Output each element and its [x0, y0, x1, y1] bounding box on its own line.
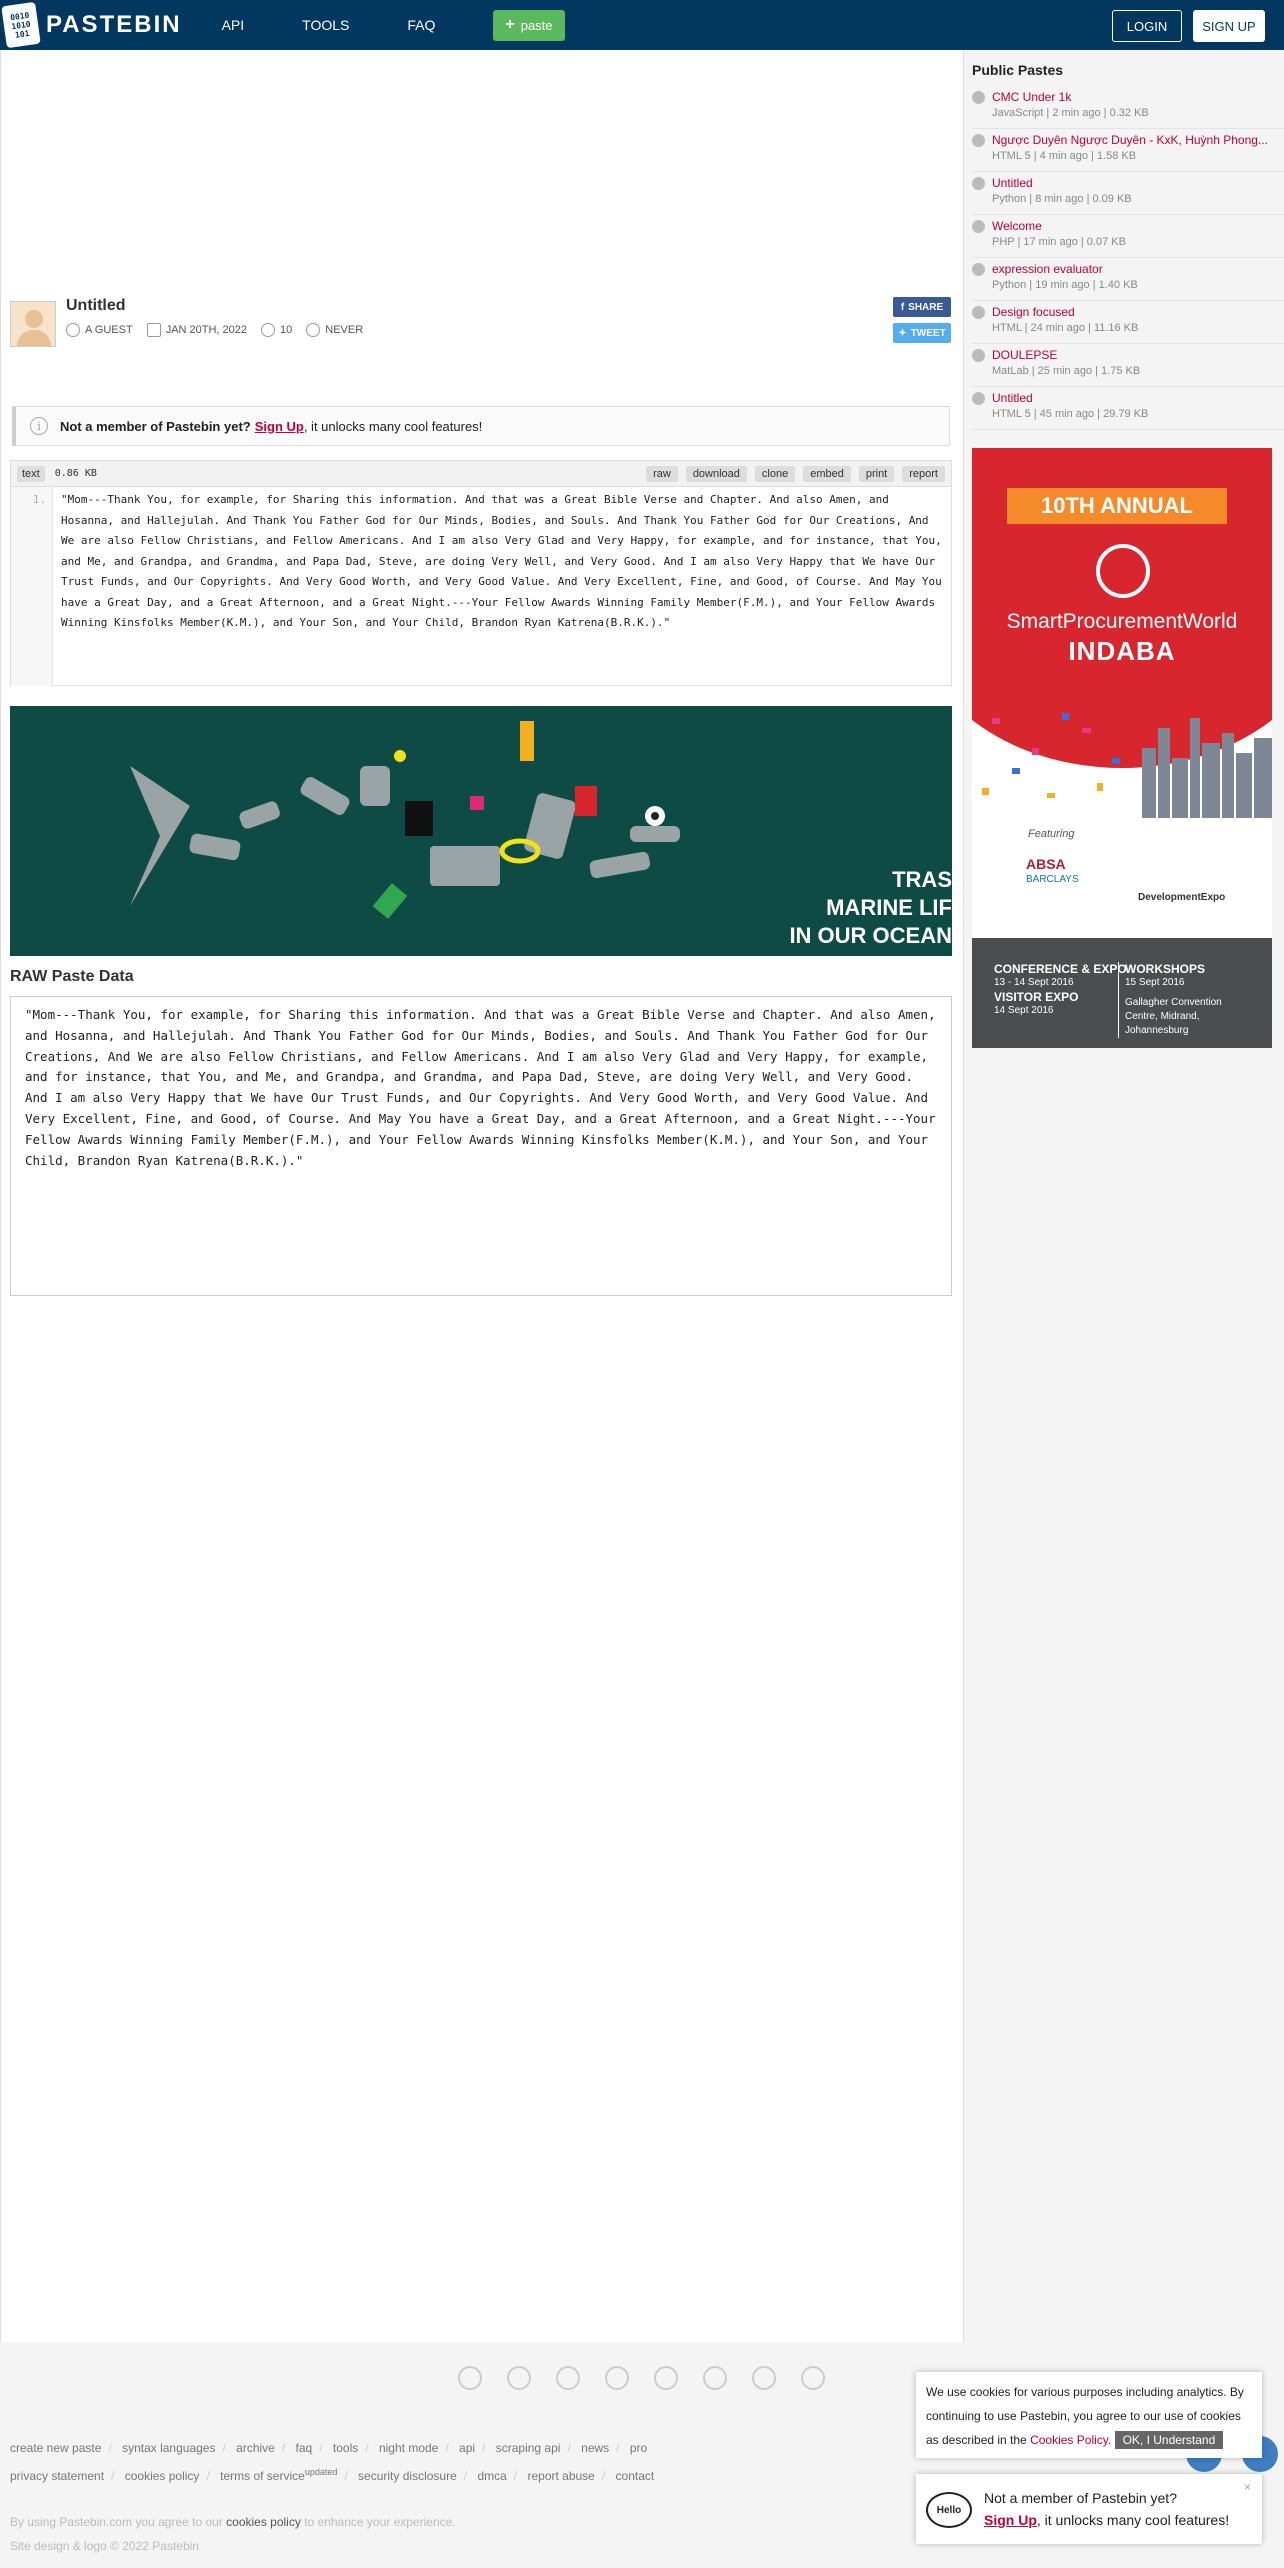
- ad-event-details: [972, 938, 1272, 1048]
- print-button[interactable]: print: [859, 466, 894, 482]
- paste-info: Python | 8 min ago | 0.09 KB: [992, 193, 1132, 205]
- footer-link[interactable]: pro: [629, 2441, 648, 2455]
- raw-data-textarea[interactable]: "Mom---Thank You, for example, for Sharing this information. And that was a Great Bible Verse and Chapter. And also Amen, and Hosanna, and Hallejulah. And Thank You Father God for Our Minds, Bodies, and Souls. And Thank You Father God for Our Creations, And We are also Fellow Christians, and Fellow Americans. And I am also Very Glad and Very Happy, for example, and for instance, that You, and Me, and Grandpa, and Grandma, and Papa Dad, Steve, are doing Very Well, and Very Good. And I am also Very Happy that We have Our Trust Funds, and Our Copyrights. And Very Good Worth, and Very Good Value. And Very Excellent, Fine, and Good, of Course. And May You have a Great Day, and a Great Afternoon, and a Great Night.---Your Fellow Awards Winning Family Member(F.M.), and Your Fellow Awards Winning Kinsfolks Member(K.M.), and Your Son, and Your Child, Brandon Ryan Katrena(B.R.K.).": [10, 996, 952, 1296]
- user-icon: [66, 323, 80, 337]
- popup-signup-link[interactable]: Sign Up: [984, 2512, 1037, 2528]
- updated-badge: updated: [304, 2467, 338, 2477]
- alfred-icon[interactable]: [801, 2366, 825, 2390]
- footer-link[interactable]: night mode: [378, 2441, 439, 2455]
- raw-button[interactable]: raw: [646, 466, 678, 482]
- nav-tools[interactable]: TOOLS: [302, 17, 350, 33]
- avatar: [10, 301, 56, 347]
- globe-icon: [972, 91, 985, 104]
- raw-data-title: RAW Paste Data: [10, 968, 134, 985]
- expire-icon: [306, 323, 320, 337]
- footer-note: [10, 2510, 456, 2558]
- logo-icon: [1, 2, 41, 48]
- globe-icon: [972, 306, 985, 319]
- footer-link[interactable]: news: [581, 2441, 610, 2455]
- paste-views: 10: [280, 324, 293, 336]
- paste-info: PHP | 17 min ago | 0.07 KB: [992, 236, 1126, 248]
- footer-link[interactable]: security disclosure: [358, 2469, 457, 2483]
- ad-featuring: Featuring: [1028, 828, 1075, 840]
- list-item[interactable]: [972, 301, 1284, 344]
- note-text: By using Pastebin.com you agree to our: [10, 2515, 223, 2529]
- footer-link[interactable]: dmca: [477, 2469, 507, 2483]
- ad-text: 15 Sept 2016: [1125, 977, 1185, 988]
- ad-annual-ribbon: 10TH ANNUAL: [1007, 488, 1227, 524]
- logo-line: 1010: [10, 19, 32, 31]
- ad-devexpo: DevelopmentExpo: [1138, 892, 1226, 903]
- chrome-icon[interactable]: [458, 2366, 482, 2390]
- paste-link[interactable]: expression evaluator: [992, 262, 1103, 276]
- list-item[interactable]: [972, 172, 1284, 215]
- footer-link[interactable]: contact: [615, 2469, 655, 2483]
- notice-signup-link[interactable]: Sign Up: [254, 418, 304, 434]
- download-button[interactable]: download: [686, 466, 747, 482]
- paste-info: JavaScript | 2 min ago | 0.32 KB: [992, 107, 1149, 119]
- android-icon[interactable]: [654, 2366, 678, 2390]
- cookie-ok-button[interactable]: OK, I Understand: [1115, 2431, 1224, 2449]
- list-item[interactable]: [972, 344, 1284, 387]
- share-label: SHARE: [908, 301, 944, 313]
- globe-icon: [972, 220, 985, 233]
- city-skyline-image: [972, 698, 1272, 818]
- facebook-icon: f: [900, 301, 905, 313]
- clone-button[interactable]: clone: [755, 466, 795, 482]
- embed-button[interactable]: embed: [803, 466, 851, 482]
- ad-event-name: SmartProcurementWorld: [1006, 610, 1238, 633]
- code-body: [11, 487, 951, 686]
- list-item[interactable]: [972, 215, 1284, 258]
- globe-icon: [972, 263, 985, 276]
- tweet-label: TWEET: [910, 327, 946, 339]
- footer-row: create new paste / syntax languages / archive / faq / tools / night mode / api / scraping api / news / pro: [10, 2441, 648, 2455]
- ad-text: Gallagher Convention Centre, Midrand, Johannesburg: [1125, 997, 1222, 1036]
- ad-workshops-col: [1118, 962, 1245, 1038]
- public-pastes-list: [972, 86, 1284, 430]
- copyright: Site design & logo © 2022 Pastebin: [10, 2539, 199, 2553]
- footer-link[interactable]: faq: [295, 2441, 313, 2455]
- avatar-head: [25, 310, 43, 328]
- ad-text: 14 Sept 2016: [994, 1005, 1054, 1016]
- ad-text: CONFERENCE & EXPO: [994, 962, 1127, 976]
- paste-expire: NEVER: [325, 324, 364, 336]
- footer-link[interactable]: archive: [236, 2441, 275, 2455]
- sidebar-ad[interactable]: [972, 448, 1272, 1048]
- ad-text: 13 - 14 Sept 2016: [994, 977, 1074, 988]
- cookie-consent: [916, 2372, 1262, 2458]
- paste-info: MatLab | 25 min ago | 1.75 KB: [992, 365, 1141, 377]
- list-item[interactable]: [972, 258, 1284, 301]
- signup-notice: [12, 406, 950, 446]
- plus-icon: +: [505, 16, 515, 33]
- new-paste-label: paste: [520, 17, 553, 33]
- globe-icon: [972, 349, 985, 362]
- paste-link[interactable]: DOULEPSE: [992, 348, 1058, 362]
- paste-meta: [66, 323, 371, 337]
- sidebar: [966, 50, 1284, 1150]
- globe-icon: [972, 134, 985, 147]
- paste-info: HTML | 24 min ago | 11.16 KB: [992, 322, 1139, 334]
- notice-bold: Not a member of Pastebin yet?: [60, 418, 251, 434]
- globe-icon: [972, 177, 985, 190]
- logo-line: 101: [14, 28, 31, 40]
- paste-link[interactable]: Ngược Duyên Ngược Duyên - KxK, Huỳnh Phong...: [992, 133, 1268, 147]
- app-icons: [458, 2366, 825, 2390]
- close-icon[interactable]: ×: [1244, 2480, 1252, 2494]
- list-item[interactable]: [972, 387, 1284, 430]
- footer-link[interactable]: create new paste: [10, 2441, 102, 2455]
- ad-absa-logo: ABSA: [1026, 856, 1066, 872]
- ad-text: VISITOR EXPO: [994, 990, 1079, 1004]
- soccer-ball-icon: [1096, 544, 1150, 598]
- code-toolbar: [11, 461, 951, 487]
- paste-tools: [646, 466, 945, 482]
- banner-line: IN OUR OCEAN: [789, 923, 952, 948]
- paste-link[interactable]: Untitled: [992, 176, 1033, 190]
- ad-indaba: INDABA: [1068, 636, 1176, 666]
- nav-faq[interactable]: FAQ: [407, 17, 436, 33]
- paste-title: Untitled: [66, 297, 126, 314]
- public-pastes-title: Public Pastes: [972, 62, 1064, 78]
- cookie-text: We use cookies for various purposes including analytics. By continuing to use Pastebin, you agree to our use of cookies as described in the: [926, 2385, 1244, 2447]
- paste-link[interactable]: Welcome: [992, 219, 1042, 233]
- cookies-policy-link[interactable]: cookies policy: [226, 2515, 301, 2529]
- avatar-body: [17, 330, 51, 347]
- main-nav: [222, 10, 565, 41]
- line-number: 1.: [11, 487, 53, 686]
- syntax-badge[interactable]: text: [17, 466, 45, 482]
- login-button[interactable]: LOGIN: [1112, 10, 1182, 42]
- list-item[interactable]: [972, 86, 1284, 129]
- ad-text: WORKSHOPS: [1125, 962, 1206, 976]
- code-viewer: [10, 460, 952, 686]
- footer-link[interactable]: api: [459, 2441, 476, 2455]
- globe-icon: [972, 392, 985, 405]
- footer-link[interactable]: tools: [332, 2441, 359, 2455]
- banner-line: TRAS: [892, 867, 952, 892]
- banner-text: [789, 866, 952, 950]
- logo-line: 0010: [9, 10, 30, 22]
- info-icon: i: [30, 417, 48, 435]
- report-button[interactable]: report: [902, 466, 945, 482]
- popup-title: Not a member of Pastebin yet?: [984, 2490, 1177, 2506]
- paste-info: HTML 5 | 45 min ago | 29.79 KB: [992, 408, 1149, 420]
- note-text: to enhance your experience.: [304, 2515, 456, 2529]
- popup-text: [984, 2512, 1229, 2528]
- paste-link[interactable]: Untitled: [992, 391, 1033, 405]
- paste-author[interactable]: A GUEST: [85, 324, 133, 336]
- eye-icon: [261, 323, 275, 337]
- twitter-share-button[interactable]: [893, 323, 951, 343]
- footer-link[interactable]: terms of service: [220, 2469, 305, 2483]
- nav-api[interactable]: API: [221, 17, 245, 33]
- calendar-icon: [147, 323, 161, 337]
- banner-line: MARINE LIF: [826, 895, 952, 920]
- ad-banner[interactable]: [10, 706, 952, 956]
- footer-link[interactable]: scraping api: [495, 2441, 561, 2455]
- paste-link[interactable]: CMC Under 1k: [992, 90, 1072, 104]
- footer-row: privacy statement / cookies policy / terms of service$^{updated}$ / security disclosure / dmca / report abuse / contact: [10, 2467, 655, 2483]
- top-header: [0, 0, 1284, 50]
- footer-link[interactable]: report abuse: [527, 2469, 595, 2483]
- ad-barclays: BARCLAYS: [1026, 874, 1079, 885]
- footer-links: [10, 2436, 654, 2488]
- hello-bubble-icon: Hello: [926, 2492, 972, 2528]
- ad-conference-col: [994, 962, 1127, 1018]
- logo-text: PASTEBIN: [46, 11, 182, 38]
- new-paste-button[interactable]: [493, 10, 564, 41]
- ios-icon[interactable]: [556, 2366, 580, 2390]
- paste-link[interactable]: Design focused: [992, 305, 1075, 319]
- footer-link[interactable]: cookies policy: [124, 2469, 200, 2483]
- footer-link[interactable]: privacy statement: [10, 2469, 105, 2483]
- twitter-icon: ✦: [898, 327, 907, 339]
- popup-rest: , it unlocks many cool features!: [1036, 2512, 1230, 2528]
- list-item[interactable]: [972, 129, 1284, 172]
- signup-button[interactable]: SIGN UP: [1193, 10, 1265, 42]
- facebook-share-button[interactable]: [893, 297, 951, 317]
- paste-size: 0.86 KB: [54, 468, 97, 479]
- windows-icon[interactable]: [605, 2366, 629, 2390]
- pastebin-logo[interactable]: [4, 4, 182, 46]
- signup-popup: [916, 2474, 1262, 2544]
- cookie-policy-link[interactable]: Cookies Policy.: [1030, 2433, 1112, 2447]
- firefox-icon[interactable]: [507, 2366, 531, 2390]
- code-text[interactable]: "Mom---Thank You, for example, for Sharing this information. And that was a Great Bible Verse and Chapter. And also Amen, and Hosanna, and Hallejulah. And Thank You Father God for Our Minds, Bodies, and Souls. And Thank You Father God for Our Creations, And We are also Fellow Christians, and Fellow Americans. And I am also Very Glad and Very Happy, for example, and for instance, that You, and Me, and Grandpa, and Grandma, and Papa Dad, Steve, are doing Very Well, and Very Good. And I am also Very Happy that We have Our Trust Funds, and Our Copyrights. And Very Good Worth, and Very Good Value. And Very Excellent, Fine, and Good, of Course. And May You have a Great Day, and a Great Afternoon, and a Great Night.---Your Fellow Awards Winning Family Member(F.M.), and Your Fellow Awards Winning Kinsfolks Member(K.M.), and Your Son, and Your Child, Brandon Ryan Katrena(B.R.K.).": [61, 493, 942, 629]
- paste-info: HTML 5 | 4 min ago | 1.58 KB: [992, 150, 1137, 162]
- opera-icon[interactable]: [752, 2366, 776, 2390]
- paste-date: JAN 20TH, 2022: [165, 324, 248, 336]
- mac-icon[interactable]: [703, 2366, 727, 2390]
- paste-info: Python | 19 min ago | 1.40 KB: [992, 279, 1138, 291]
- notice-rest: , it unlocks many cool features!: [303, 418, 483, 434]
- paste-header: [10, 297, 950, 397]
- footer-link[interactable]: syntax languages: [122, 2441, 216, 2455]
